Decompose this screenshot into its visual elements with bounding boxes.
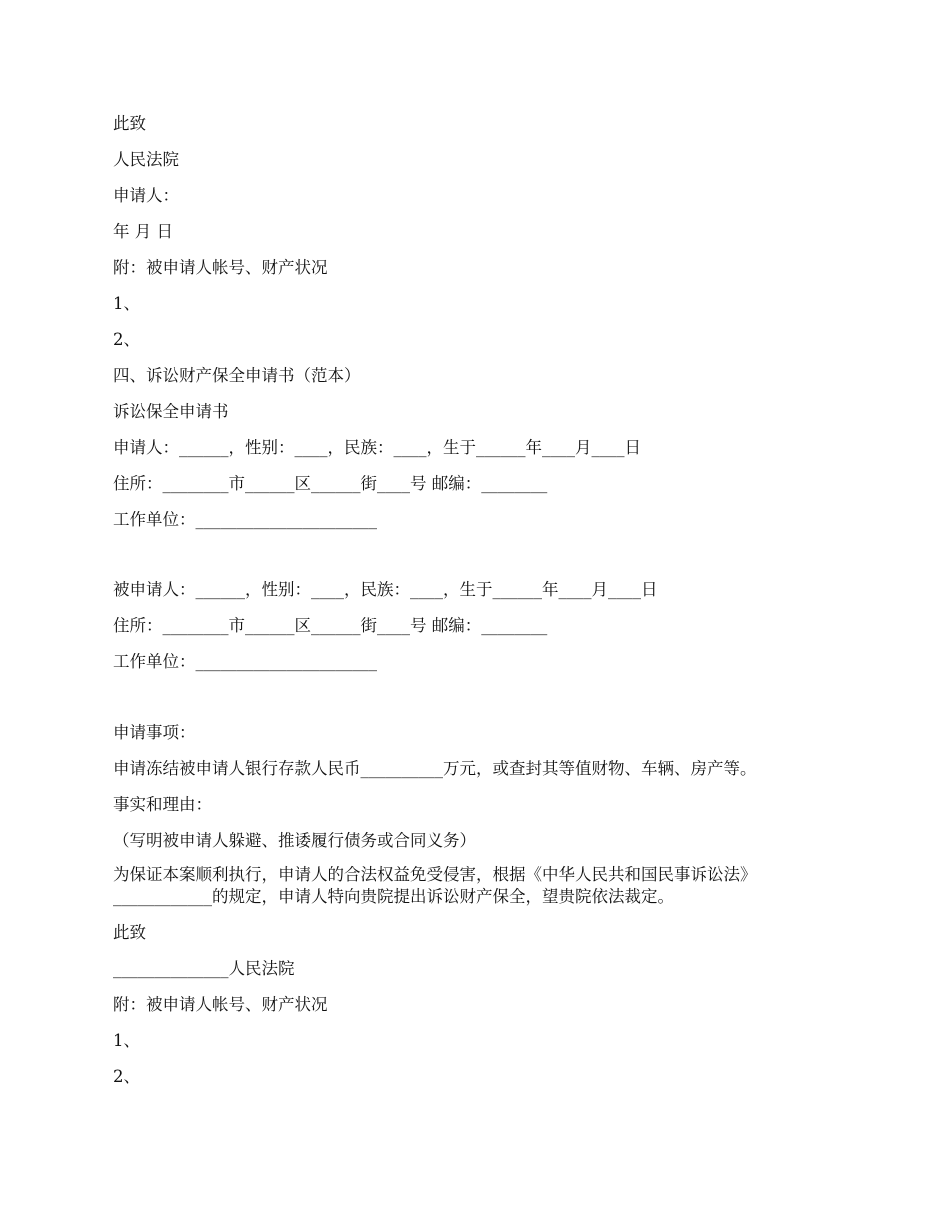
attachment-item-2: 2、 [113,330,140,349]
reason-paragraph: 为保证本案顺利执行，申请人的合法权益免受侵害，根据《中华人民共和国民事诉讼法》____________的规定，申请人特向贵院提出诉讼财产保全，望贵院依法裁定。 [113,865,757,906]
request-content: 申请冻结被申请人银行存款人民币__________万元，或查封其等值财物、车辆、房产等。 [113,759,757,778]
attachment-item-2b: 2、 [113,1067,140,1086]
attachment-heading-2: 附：被申请人帐号、财产状况 [113,995,328,1014]
attachment-item-1: 1、 [113,294,140,313]
facts-note: （写明被申请人躲避、推诿履行债务或合同义务） [113,831,476,850]
facts-heading: 事实和理由： [113,795,212,814]
applicant-signature: 申请人： [113,186,179,205]
attachment-item-1b: 1、 [113,1031,140,1050]
closing-salutation-2: 此致 [113,923,146,942]
date-line: 年 月 日 [113,222,173,241]
section-heading: 四、诉讼财产保全申请书（范本） [113,366,361,385]
court-name: 人民法院 [113,150,179,169]
attachment-heading: 附：被申请人帐号、财产状况 [113,258,328,277]
document-title: 诉讼保全申请书 [113,402,229,421]
applicant-address: 住所：________市______区______街____号 邮编：________ [113,474,548,493]
request-heading: 申请事项： [113,723,196,742]
respondent-info: 被申请人：______，性别：____，民族：____，生于______年____月____日 [113,580,658,599]
respondent-workplace: 工作单位：______________________ [113,652,377,671]
respondent-address: 住所：________市______区______街____号 邮编：________ [113,616,548,635]
closing-salutation: 此致 [113,114,146,133]
court-name-2: ______________人民法院 [113,959,295,978]
applicant-workplace: 工作单位：______________________ [113,510,377,529]
applicant-info: 申请人：______，性别：____，民族：____，生于______年____月____日 [113,438,641,457]
